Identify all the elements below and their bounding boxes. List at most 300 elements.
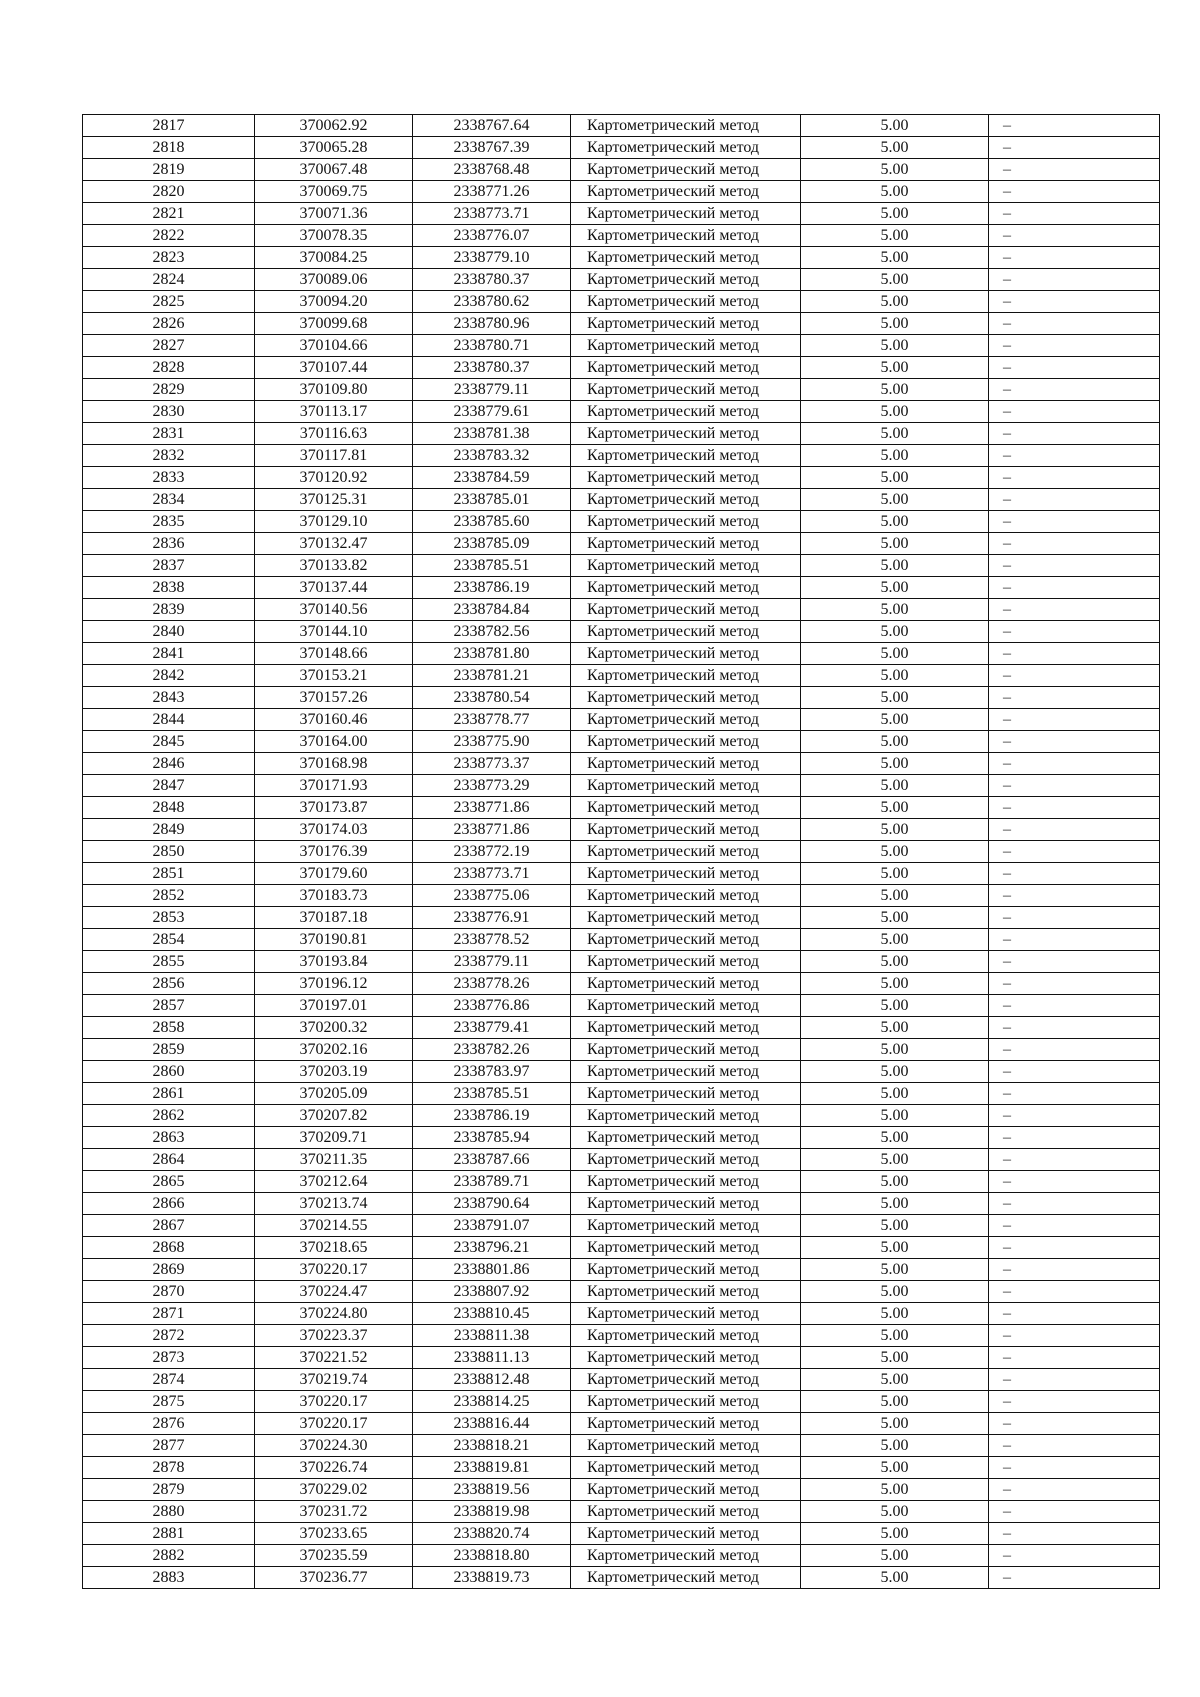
table-row (83, 1127, 1160, 1149)
method-cell: Картометрический метод (571, 379, 801, 401)
method-cell: Картометрический метод (571, 467, 801, 489)
y-coordinate-cell: 2338796.21 (413, 1237, 571, 1259)
description-cell: – (989, 467, 1160, 489)
precision-cell: 5.00 (801, 357, 989, 379)
precision-cell: 5.00 (801, 1457, 989, 1479)
description-cell: – (989, 951, 1160, 973)
table-row (83, 841, 1160, 863)
description-cell: – (989, 1039, 1160, 1061)
method-cell: Картометрический метод (571, 1391, 801, 1413)
point-number-cell: 2881 (83, 1523, 255, 1545)
description-cell: – (989, 1567, 1160, 1589)
precision-cell: 5.00 (801, 1523, 989, 1545)
y-coordinate-cell: 2338779.61 (413, 401, 571, 423)
y-coordinate-cell: 2338784.84 (413, 599, 571, 621)
point-number-cell: 2826 (83, 313, 255, 335)
precision-cell: 5.00 (801, 1105, 989, 1127)
precision-cell: 5.00 (801, 885, 989, 907)
y-coordinate-cell: 2338782.56 (413, 621, 571, 643)
point-number-cell: 2877 (83, 1435, 255, 1457)
precision-cell: 5.00 (801, 1149, 989, 1171)
description-cell: – (989, 1171, 1160, 1193)
precision-cell: 5.00 (801, 533, 989, 555)
description-cell: – (989, 1281, 1160, 1303)
precision-cell: 5.00 (801, 1281, 989, 1303)
description-cell: – (989, 533, 1160, 555)
x-coordinate-cell: 370140.56 (255, 599, 413, 621)
point-number-cell: 2841 (83, 643, 255, 665)
description-cell: – (989, 335, 1160, 357)
point-number-cell: 2883 (83, 1567, 255, 1589)
precision-cell: 5.00 (801, 709, 989, 731)
method-cell: Картометрический метод (571, 137, 801, 159)
precision-cell: 5.00 (801, 225, 989, 247)
precision-cell: 5.00 (801, 335, 989, 357)
point-number-cell: 2876 (83, 1413, 255, 1435)
y-coordinate-cell: 2338767.39 (413, 137, 571, 159)
y-coordinate-cell: 2338785.60 (413, 511, 571, 533)
description-cell: – (989, 1127, 1160, 1149)
y-coordinate-cell: 2338791.07 (413, 1215, 571, 1237)
description-cell: – (989, 181, 1160, 203)
point-number-cell: 2865 (83, 1171, 255, 1193)
method-cell: Картометрический метод (571, 1545, 801, 1567)
description-cell: – (989, 511, 1160, 533)
y-coordinate-cell: 2338768.48 (413, 159, 571, 181)
precision-cell: 5.00 (801, 137, 989, 159)
description-cell: – (989, 797, 1160, 819)
y-coordinate-cell: 2338819.73 (413, 1567, 571, 1589)
table-row (83, 291, 1160, 313)
table-row (83, 1391, 1160, 1413)
table-row (83, 489, 1160, 511)
y-coordinate-cell: 2338779.10 (413, 247, 571, 269)
description-cell: – (989, 291, 1160, 313)
point-number-cell: 2825 (83, 291, 255, 313)
x-coordinate-cell: 370221.52 (255, 1347, 413, 1369)
table-row (83, 379, 1160, 401)
y-coordinate-cell: 2338773.71 (413, 863, 571, 885)
method-cell: Картометрический метод (571, 1501, 801, 1523)
method-cell: Картометрический метод (571, 357, 801, 379)
precision-cell: 5.00 (801, 203, 989, 225)
point-number-cell: 2842 (83, 665, 255, 687)
table-row (83, 1039, 1160, 1061)
description-cell: – (989, 1237, 1160, 1259)
description-cell: – (989, 1149, 1160, 1171)
precision-cell: 5.00 (801, 1567, 989, 1589)
description-cell: – (989, 577, 1160, 599)
table-row (83, 863, 1160, 885)
table-row (83, 1523, 1160, 1545)
method-cell: Картометрический метод (571, 819, 801, 841)
description-cell: – (989, 401, 1160, 423)
precision-cell: 5.00 (801, 1039, 989, 1061)
table-row (83, 1325, 1160, 1347)
precision-cell: 5.00 (801, 1083, 989, 1105)
point-number-cell: 2870 (83, 1281, 255, 1303)
y-coordinate-cell: 2338780.54 (413, 687, 571, 709)
precision-cell: 5.00 (801, 1369, 989, 1391)
y-coordinate-cell: 2338767.64 (413, 115, 571, 137)
method-cell: Картометрический метод (571, 511, 801, 533)
table-row (83, 1083, 1160, 1105)
description-cell: – (989, 753, 1160, 775)
x-coordinate-cell: 370229.02 (255, 1479, 413, 1501)
point-number-cell: 2882 (83, 1545, 255, 1567)
y-coordinate-cell: 2338780.62 (413, 291, 571, 313)
x-coordinate-cell: 370137.44 (255, 577, 413, 599)
x-coordinate-cell: 370224.47 (255, 1281, 413, 1303)
description-cell: – (989, 1083, 1160, 1105)
x-coordinate-cell: 370084.25 (255, 247, 413, 269)
precision-cell: 5.00 (801, 313, 989, 335)
precision-cell: 5.00 (801, 269, 989, 291)
y-coordinate-cell: 2338778.77 (413, 709, 571, 731)
point-number-cell: 2849 (83, 819, 255, 841)
precision-cell: 5.00 (801, 489, 989, 511)
description-cell: – (989, 973, 1160, 995)
y-coordinate-cell: 2338786.19 (413, 577, 571, 599)
point-number-cell: 2878 (83, 1457, 255, 1479)
point-number-cell: 2831 (83, 423, 255, 445)
table-row (83, 775, 1160, 797)
point-number-cell: 2867 (83, 1215, 255, 1237)
precision-cell: 5.00 (801, 1435, 989, 1457)
point-number-cell: 2830 (83, 401, 255, 423)
table-row (83, 973, 1160, 995)
point-number-cell: 2822 (83, 225, 255, 247)
x-coordinate-cell: 370157.26 (255, 687, 413, 709)
precision-cell: 5.00 (801, 797, 989, 819)
method-cell: Картометрический метод (571, 313, 801, 335)
table-row (83, 511, 1160, 533)
x-coordinate-cell: 370233.65 (255, 1523, 413, 1545)
y-coordinate-cell: 2338778.26 (413, 973, 571, 995)
method-cell: Картометрический метод (571, 225, 801, 247)
method-cell: Картометрический метод (571, 1039, 801, 1061)
table-row (83, 1369, 1160, 1391)
precision-cell: 5.00 (801, 841, 989, 863)
table-row (83, 1567, 1160, 1589)
method-cell: Картометрический метод (571, 115, 801, 137)
description-cell: – (989, 1435, 1160, 1457)
precision-cell: 5.00 (801, 1391, 989, 1413)
point-number-cell: 2861 (83, 1083, 255, 1105)
precision-cell: 5.00 (801, 1479, 989, 1501)
precision-cell: 5.00 (801, 115, 989, 137)
y-coordinate-cell: 2338771.26 (413, 181, 571, 203)
precision-cell: 5.00 (801, 863, 989, 885)
point-number-cell: 2827 (83, 335, 255, 357)
table-row (83, 1105, 1160, 1127)
description-cell: – (989, 159, 1160, 181)
precision-cell: 5.00 (801, 995, 989, 1017)
description-cell: – (989, 115, 1160, 137)
y-coordinate-cell: 2338775.06 (413, 885, 571, 907)
x-coordinate-cell: 370212.64 (255, 1171, 413, 1193)
y-coordinate-cell: 2338789.71 (413, 1171, 571, 1193)
precision-cell: 5.00 (801, 1171, 989, 1193)
point-number-cell: 2864 (83, 1149, 255, 1171)
point-number-cell: 2871 (83, 1303, 255, 1325)
description-cell: – (989, 1061, 1160, 1083)
point-number-cell: 2820 (83, 181, 255, 203)
method-cell: Картометрический метод (571, 203, 801, 225)
x-coordinate-cell: 370202.16 (255, 1039, 413, 1061)
table-row (83, 115, 1160, 137)
x-coordinate-cell: 370078.35 (255, 225, 413, 247)
point-number-cell: 2863 (83, 1127, 255, 1149)
y-coordinate-cell: 2338785.09 (413, 533, 571, 555)
description-cell: – (989, 1347, 1160, 1369)
description-cell: – (989, 709, 1160, 731)
method-cell: Картометрический метод (571, 577, 801, 599)
method-cell: Картометрический метод (571, 1567, 801, 1589)
precision-cell: 5.00 (801, 577, 989, 599)
method-cell: Картометрический метод (571, 1061, 801, 1083)
y-coordinate-cell: 2338811.38 (413, 1325, 571, 1347)
x-coordinate-cell: 370203.19 (255, 1061, 413, 1083)
description-cell: – (989, 423, 1160, 445)
y-coordinate-cell: 2338786.19 (413, 1105, 571, 1127)
point-number-cell: 2845 (83, 731, 255, 753)
point-number-cell: 2855 (83, 951, 255, 973)
description-cell: – (989, 841, 1160, 863)
x-coordinate-cell: 370133.82 (255, 555, 413, 577)
point-number-cell: 2837 (83, 555, 255, 577)
table-row (83, 1479, 1160, 1501)
method-cell: Картометрический метод (571, 1457, 801, 1479)
y-coordinate-cell: 2338790.64 (413, 1193, 571, 1215)
y-coordinate-cell: 2338776.91 (413, 907, 571, 929)
x-coordinate-cell: 370099.68 (255, 313, 413, 335)
table-row (83, 907, 1160, 929)
point-number-cell: 2874 (83, 1369, 255, 1391)
x-coordinate-cell: 370214.55 (255, 1215, 413, 1237)
method-cell: Картометрический метод (571, 291, 801, 313)
y-coordinate-cell: 2338776.07 (413, 225, 571, 247)
precision-cell: 5.00 (801, 687, 989, 709)
y-coordinate-cell: 2338780.37 (413, 269, 571, 291)
y-coordinate-cell: 2338784.59 (413, 467, 571, 489)
table-row (83, 269, 1160, 291)
method-cell: Картометрический метод (571, 1215, 801, 1237)
y-coordinate-cell: 2338820.74 (413, 1523, 571, 1545)
description-cell: – (989, 907, 1160, 929)
x-coordinate-cell: 370067.48 (255, 159, 413, 181)
point-number-cell: 2852 (83, 885, 255, 907)
point-number-cell: 2850 (83, 841, 255, 863)
x-coordinate-cell: 370220.17 (255, 1259, 413, 1281)
precision-cell: 5.00 (801, 511, 989, 533)
table-row (83, 599, 1160, 621)
point-number-cell: 2848 (83, 797, 255, 819)
description-cell: – (989, 731, 1160, 753)
x-coordinate-cell: 370164.00 (255, 731, 413, 753)
y-coordinate-cell: 2338772.19 (413, 841, 571, 863)
precision-cell: 5.00 (801, 621, 989, 643)
method-cell: Картометрический метод (571, 775, 801, 797)
precision-cell: 5.00 (801, 1127, 989, 1149)
x-coordinate-cell: 370176.39 (255, 841, 413, 863)
method-cell: Картометрический метод (571, 621, 801, 643)
table-row (83, 1149, 1160, 1171)
y-coordinate-cell: 2338785.51 (413, 555, 571, 577)
method-cell: Картометрический метод (571, 1435, 801, 1457)
table-row (83, 1259, 1160, 1281)
precision-cell: 5.00 (801, 159, 989, 181)
precision-cell: 5.00 (801, 1325, 989, 1347)
method-cell: Картометрический метод (571, 995, 801, 1017)
x-coordinate-cell: 370190.81 (255, 929, 413, 951)
y-coordinate-cell: 2338819.98 (413, 1501, 571, 1523)
table-row (83, 1193, 1160, 1215)
y-coordinate-cell: 2338776.86 (413, 995, 571, 1017)
description-cell: – (989, 1501, 1160, 1523)
x-coordinate-cell: 370109.80 (255, 379, 413, 401)
method-cell: Картометрический метод (571, 907, 801, 929)
point-number-cell: 2840 (83, 621, 255, 643)
point-number-cell: 2854 (83, 929, 255, 951)
precision-cell: 5.00 (801, 951, 989, 973)
point-number-cell: 2847 (83, 775, 255, 797)
table-row (83, 885, 1160, 907)
point-number-cell: 2868 (83, 1237, 255, 1259)
point-number-cell: 2857 (83, 995, 255, 1017)
method-cell: Картометрический метод (571, 247, 801, 269)
precision-cell: 5.00 (801, 753, 989, 775)
method-cell: Картометрический метод (571, 1523, 801, 1545)
method-cell: Картометрический метод (571, 181, 801, 203)
point-number-cell: 2836 (83, 533, 255, 555)
x-coordinate-cell: 370104.66 (255, 335, 413, 357)
method-cell: Картометрический метод (571, 885, 801, 907)
y-coordinate-cell: 2338810.45 (413, 1303, 571, 1325)
method-cell: Картометрический метод (571, 643, 801, 665)
y-coordinate-cell: 2338801.86 (413, 1259, 571, 1281)
method-cell: Картометрический метод (571, 599, 801, 621)
point-number-cell: 2872 (83, 1325, 255, 1347)
precision-cell: 5.00 (801, 247, 989, 269)
x-coordinate-cell: 370129.10 (255, 511, 413, 533)
point-number-cell: 2843 (83, 687, 255, 709)
method-cell: Картометрический метод (571, 1083, 801, 1105)
x-coordinate-cell: 370069.75 (255, 181, 413, 203)
y-coordinate-cell: 2338785.01 (413, 489, 571, 511)
table-row (83, 1017, 1160, 1039)
y-coordinate-cell: 2338779.11 (413, 951, 571, 973)
point-number-cell: 2869 (83, 1259, 255, 1281)
x-coordinate-cell: 370153.21 (255, 665, 413, 687)
table-row (83, 1215, 1160, 1237)
method-cell: Картометрический метод (571, 423, 801, 445)
method-cell: Картометрический метод (571, 1281, 801, 1303)
description-cell: – (989, 247, 1160, 269)
point-number-cell: 2838 (83, 577, 255, 599)
precision-cell: 5.00 (801, 775, 989, 797)
description-cell: – (989, 687, 1160, 709)
method-cell: Картометрический метод (571, 1347, 801, 1369)
precision-cell: 5.00 (801, 1215, 989, 1237)
method-cell: Картометрический метод (571, 489, 801, 511)
table-row (83, 225, 1160, 247)
method-cell: Картометрический метод (571, 951, 801, 973)
method-cell: Картометрический метод (571, 445, 801, 467)
method-cell: Картометрический метод (571, 335, 801, 357)
method-cell: Картометрический метод (571, 1325, 801, 1347)
precision-cell: 5.00 (801, 1237, 989, 1259)
x-coordinate-cell: 370168.98 (255, 753, 413, 775)
table-row (83, 797, 1160, 819)
method-cell: Картометрический метод (571, 1149, 801, 1171)
table-row (83, 577, 1160, 599)
x-coordinate-cell: 370071.36 (255, 203, 413, 225)
method-cell: Картометрический метод (571, 863, 801, 885)
method-cell: Картометрический метод (571, 1105, 801, 1127)
precision-cell: 5.00 (801, 291, 989, 313)
x-coordinate-cell: 370220.17 (255, 1391, 413, 1413)
precision-cell: 5.00 (801, 555, 989, 577)
y-coordinate-cell: 2338778.52 (413, 929, 571, 951)
y-coordinate-cell: 2338785.94 (413, 1127, 571, 1149)
x-coordinate-cell: 370231.72 (255, 1501, 413, 1523)
point-number-cell: 2851 (83, 863, 255, 885)
description-cell: – (989, 379, 1160, 401)
y-coordinate-cell: 2338819.81 (413, 1457, 571, 1479)
coordinates-table (82, 114, 1160, 1589)
precision-cell: 5.00 (801, 665, 989, 687)
point-number-cell: 2833 (83, 467, 255, 489)
point-number-cell: 2856 (83, 973, 255, 995)
y-coordinate-cell: 2338780.37 (413, 357, 571, 379)
y-coordinate-cell: 2338782.26 (413, 1039, 571, 1061)
table-row (83, 687, 1160, 709)
precision-cell: 5.00 (801, 907, 989, 929)
point-number-cell: 2832 (83, 445, 255, 467)
x-coordinate-cell: 370132.47 (255, 533, 413, 555)
x-coordinate-cell: 370187.18 (255, 907, 413, 929)
method-cell: Картометрический метод (571, 1237, 801, 1259)
y-coordinate-cell: 2338783.32 (413, 445, 571, 467)
table-row (83, 467, 1160, 489)
description-cell: – (989, 1259, 1160, 1281)
y-coordinate-cell: 2338781.80 (413, 643, 571, 665)
point-number-cell: 2844 (83, 709, 255, 731)
table-row (83, 731, 1160, 753)
table-row (83, 1347, 1160, 1369)
y-coordinate-cell: 2338773.71 (413, 203, 571, 225)
description-cell: – (989, 1391, 1160, 1413)
table-row (83, 995, 1160, 1017)
description-cell: – (989, 555, 1160, 577)
x-coordinate-cell: 370117.81 (255, 445, 413, 467)
x-coordinate-cell: 370171.93 (255, 775, 413, 797)
table-row (83, 335, 1160, 357)
point-number-cell: 2873 (83, 1347, 255, 1369)
x-coordinate-cell: 370207.82 (255, 1105, 413, 1127)
description-cell: – (989, 1413, 1160, 1435)
x-coordinate-cell: 370209.71 (255, 1127, 413, 1149)
precision-cell: 5.00 (801, 1259, 989, 1281)
table-row (83, 533, 1160, 555)
x-coordinate-cell: 370200.32 (255, 1017, 413, 1039)
precision-cell: 5.00 (801, 1545, 989, 1567)
table-row (83, 643, 1160, 665)
table-row (83, 951, 1160, 973)
y-coordinate-cell: 2338818.21 (413, 1435, 571, 1457)
y-coordinate-cell: 2338773.29 (413, 775, 571, 797)
